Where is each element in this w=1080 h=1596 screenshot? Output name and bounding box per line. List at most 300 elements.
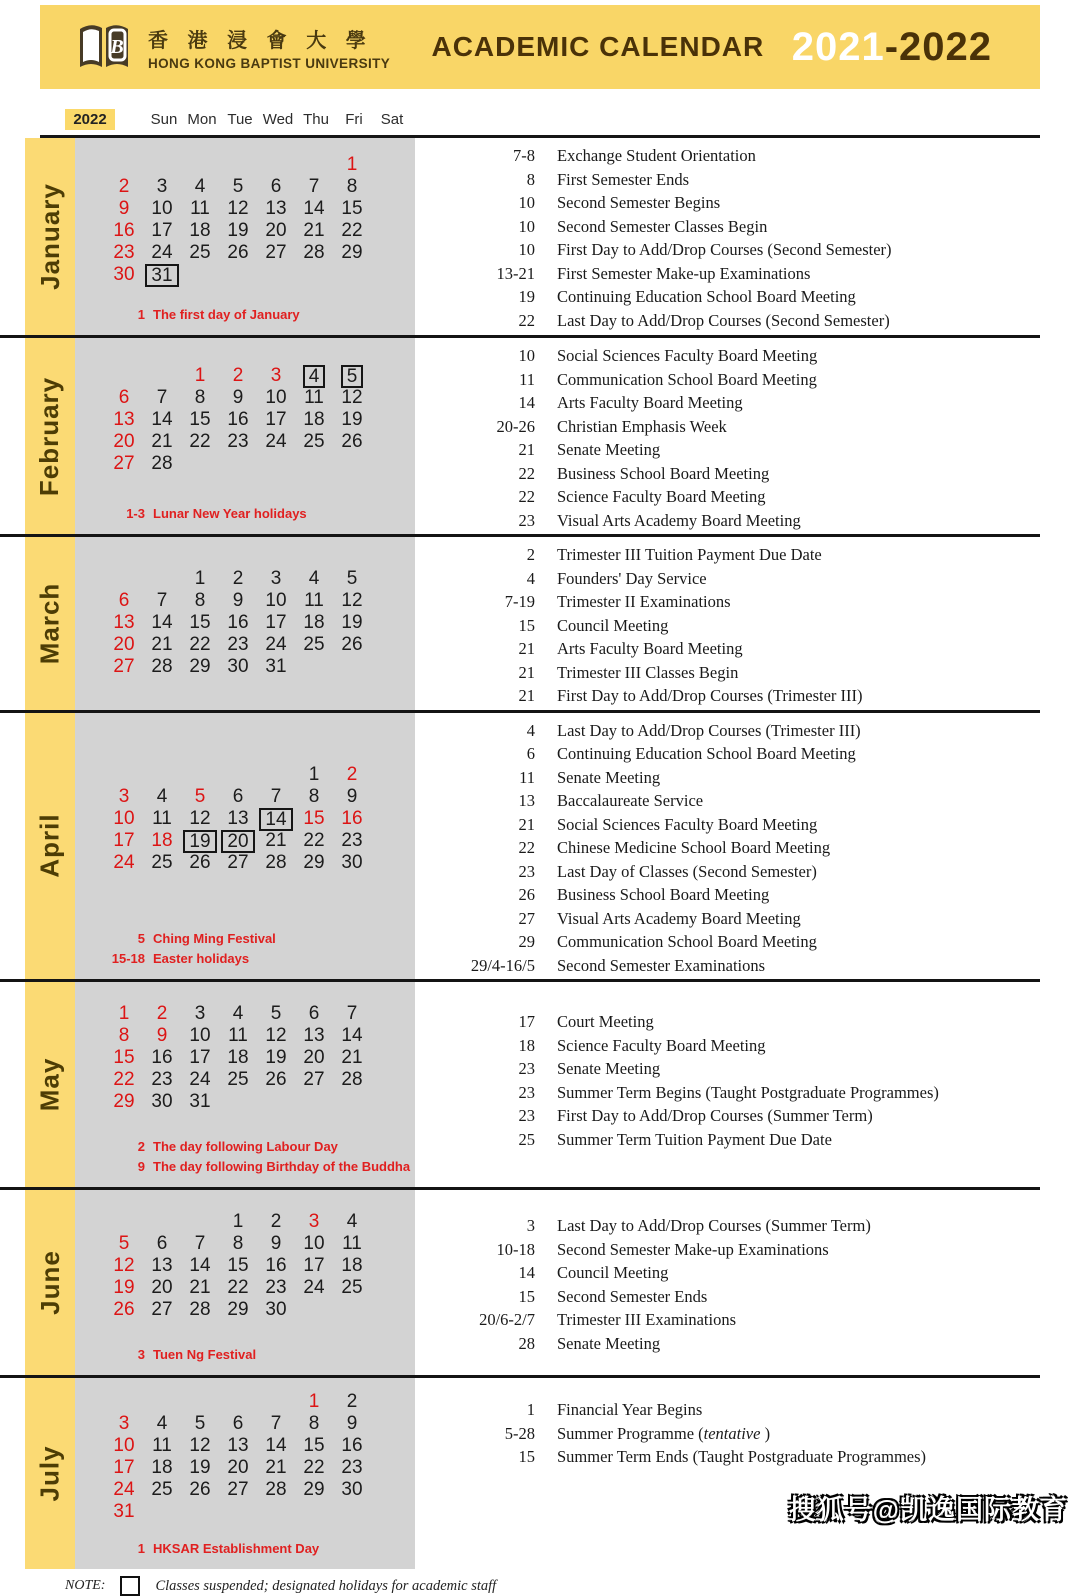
- day-cell: [257, 1435, 295, 1457]
- event-row: [415, 240, 1040, 260]
- day-number: 30: [113, 264, 135, 285]
- day-number: 11: [304, 386, 324, 408]
- event-row: [415, 1424, 1040, 1444]
- day-cell: [181, 1299, 219, 1321]
- day-cell: [333, 852, 371, 874]
- month-events: [415, 1378, 1040, 1569]
- day-cell: [333, 365, 371, 387]
- calendar-week-row: [105, 1047, 415, 1069]
- day-number: 5: [341, 365, 364, 388]
- day-number: 26: [189, 1479, 211, 1500]
- day-cell: [333, 453, 371, 475]
- day-number: 3: [270, 364, 282, 386]
- day-number: 26: [341, 430, 363, 452]
- footnote-label: The first day of January: [153, 307, 300, 322]
- day-cell: [105, 198, 143, 220]
- day-cell: [333, 1047, 371, 1069]
- weekday-label: Fri: [345, 110, 363, 128]
- calendar-week-row: [105, 830, 415, 852]
- day-cell: [257, 365, 295, 387]
- day-cell: [143, 220, 181, 242]
- event-label: Business School Board Meeting: [557, 885, 770, 904]
- day-cell: [143, 176, 181, 198]
- event-label: Christian Emphasis Week: [557, 416, 727, 436]
- day-cell: [181, 1435, 219, 1457]
- day-cell: [105, 1501, 143, 1523]
- event-date: 15: [518, 1447, 535, 1466]
- day-number: 13: [265, 198, 287, 219]
- day-number: 6: [118, 590, 130, 612]
- day-number: 27: [303, 1069, 325, 1090]
- day-number: 3: [194, 1003, 206, 1024]
- day-cell: [219, 568, 257, 590]
- day-cell: [143, 387, 181, 409]
- event-row: [415, 287, 1040, 307]
- day-cell: [295, 590, 333, 612]
- event-row: [415, 545, 1040, 565]
- day-number: 26: [227, 242, 249, 263]
- day-cell: [333, 808, 371, 830]
- day-cell: [257, 1457, 295, 1479]
- event-row: [415, 217, 1040, 237]
- day-cell: [105, 1391, 143, 1413]
- event-row: [415, 1447, 1040, 1467]
- university-name-zh: 香 港 浸 會 大 學: [148, 29, 373, 52]
- day-number: 27: [227, 1479, 249, 1500]
- event-row: [415, 370, 1040, 390]
- event-label-em: tentative: [703, 1423, 761, 1443]
- event-label: Summer Term Begins (Taught Postgraduate Programmes): [557, 1082, 939, 1102]
- month-section-january: [0, 138, 1040, 335]
- day-cell: [257, 1413, 295, 1435]
- day-cell: [257, 198, 295, 220]
- event-label: Senate Meeting: [557, 1059, 661, 1078]
- weekday-label: Thu: [303, 110, 329, 128]
- day-number: 26: [189, 852, 211, 874]
- day-cell: [333, 1003, 371, 1025]
- event-row: [415, 616, 1040, 636]
- event-label: Last Day to Add/Drop Courses (Second Semester): [557, 310, 890, 330]
- day-cell: [105, 242, 143, 264]
- day-cell: [143, 1047, 181, 1069]
- calendar-week-row: [105, 1211, 415, 1233]
- day-cell: [333, 1255, 371, 1277]
- event-label: Business School Board Meeting: [557, 463, 770, 483]
- day-cell: [219, 1025, 257, 1047]
- day-number: 31: [145, 264, 178, 287]
- event-label: Second Semester Classes Begin: [557, 216, 768, 236]
- footnote-date: 1-3: [126, 506, 145, 521]
- day-number: 14: [151, 408, 173, 430]
- footnote-label: Ching Ming Festival: [153, 931, 276, 946]
- calendar-week-row: [105, 154, 415, 176]
- day-cell: [295, 1435, 333, 1457]
- day-number: 1: [118, 1003, 130, 1024]
- day-number: 21: [303, 220, 325, 241]
- day-cell: [219, 1501, 257, 1523]
- holiday-footnotes: [75, 926, 415, 979]
- day-cell: [295, 409, 333, 431]
- year-start: 2021: [791, 24, 885, 69]
- event-row: [415, 721, 1040, 741]
- event-label: Last Day to Add/Drop Courses (Summer Term): [557, 1216, 871, 1235]
- calendar-week-row: [105, 176, 415, 198]
- day-cell: [219, 1391, 257, 1413]
- day-cell: [143, 1457, 181, 1479]
- day-number: 30: [265, 1299, 287, 1320]
- day-cell: [295, 634, 333, 656]
- day-number: 1: [308, 764, 320, 786]
- day-cell: [295, 1255, 333, 1277]
- day-cell: [219, 453, 257, 475]
- day-cell: [295, 431, 333, 453]
- event-row: [415, 862, 1040, 882]
- suspended-day-box-icon: [120, 1576, 140, 1596]
- day-number: 5: [346, 568, 358, 590]
- event-label: Last Day to Add/Drop Courses (Trimester III): [557, 720, 861, 740]
- calendar-week-row: [105, 1413, 415, 1435]
- month-events: [415, 982, 1040, 1187]
- day-cell: [257, 242, 295, 264]
- event-row: [415, 885, 1040, 905]
- day-number: 2: [270, 1211, 282, 1232]
- day-number: 31: [113, 1501, 135, 1522]
- day-cell: [219, 409, 257, 431]
- event-row: [415, 440, 1040, 460]
- day-number: 28: [151, 656, 173, 678]
- day-number: 20: [227, 1457, 249, 1478]
- day-number: 16: [265, 1255, 287, 1276]
- calendar-week-row: [105, 1255, 415, 1277]
- event-date: 20/6-2/7: [479, 1310, 535, 1329]
- day-number: 12: [113, 1255, 135, 1276]
- day-number: 25: [227, 1069, 249, 1090]
- day-cell: [181, 1277, 219, 1299]
- event-row: [415, 393, 1040, 413]
- day-cell: [257, 1255, 295, 1277]
- event-label: First Semester Make-up Examinations: [557, 263, 811, 283]
- calendar-week-row: [105, 1003, 415, 1025]
- holiday-footnotes: [75, 1342, 415, 1375]
- holiday-footnotes: [75, 1134, 415, 1187]
- calendar-week-row: [105, 590, 415, 612]
- day-number: 12: [341, 590, 363, 612]
- day-number: 6: [156, 1233, 168, 1254]
- months-container: [0, 138, 1080, 1569]
- day-cell: [295, 1025, 333, 1047]
- day-cell: [105, 764, 143, 786]
- day-cell: [333, 1501, 371, 1523]
- day-number: 2: [346, 764, 358, 786]
- weekday-label: Wed: [262, 110, 294, 128]
- day-cell: [105, 1091, 143, 1113]
- day-number: 29: [303, 1479, 325, 1500]
- day-cell: [333, 590, 371, 612]
- day-cell: [105, 808, 143, 830]
- month-section-march: [0, 534, 1040, 710]
- month-label: [25, 713, 75, 980]
- day-number: 24: [265, 634, 287, 656]
- day-cell: [181, 590, 219, 612]
- day-cell: [181, 852, 219, 874]
- day-cell: [105, 453, 143, 475]
- day-number: 21: [265, 1457, 287, 1478]
- day-cell: [105, 1435, 143, 1457]
- day-number: 11: [304, 590, 324, 612]
- month-label-text: February: [34, 376, 65, 496]
- footnote-date: 2: [137, 1139, 145, 1154]
- calendar-weeks: [75, 982, 415, 1134]
- event-date: 11: [519, 767, 535, 787]
- event-label: Science Faculty Board Meeting: [557, 1035, 766, 1055]
- day-cell: [219, 220, 257, 242]
- holiday-footnotes: [75, 1536, 415, 1569]
- event-date: 20-26: [496, 416, 535, 436]
- day-number: 3: [118, 1413, 130, 1434]
- day-number: 27: [265, 242, 287, 263]
- event-date: 10-18: [496, 1239, 535, 1259]
- day-cell: [219, 634, 257, 656]
- day-number: 27: [113, 452, 135, 474]
- event-label: First Day to Add/Drop Courses (Second Semester): [557, 240, 892, 259]
- event-date: 29/4-16/5: [470, 955, 535, 975]
- event-date: 13-21: [496, 263, 535, 283]
- day-cell: [333, 1479, 371, 1501]
- calendar-week-row: [105, 365, 415, 387]
- month-label-text: April: [34, 813, 65, 878]
- day-cell: [219, 198, 257, 220]
- event-date: 7-19: [504, 592, 535, 611]
- day-number: 30: [227, 656, 249, 678]
- weekday-label: Mon: [187, 110, 217, 128]
- day-number: 5: [270, 1003, 282, 1024]
- day-number: 29: [341, 242, 363, 263]
- calendar-week-row: [105, 453, 415, 475]
- calendar-weeks: [75, 338, 415, 501]
- day-cell: [333, 1391, 371, 1413]
- day-number: 26: [113, 1299, 135, 1320]
- day-cell: [181, 1025, 219, 1047]
- day-number: 10: [303, 1233, 325, 1254]
- day-cell: [143, 634, 181, 656]
- day-cell: [295, 154, 333, 176]
- event-date: 2: [526, 545, 535, 564]
- day-cell: [105, 220, 143, 242]
- calendar-grid: [75, 713, 415, 980]
- month-label: [25, 338, 75, 534]
- day-number: 7: [270, 786, 282, 808]
- day-cell: [257, 1211, 295, 1233]
- day-number: 29: [113, 1091, 135, 1112]
- event-label: Council Meeting: [557, 1263, 669, 1282]
- day-cell: [257, 590, 295, 612]
- day-cell: [333, 1211, 371, 1233]
- calendar-grid: [75, 1378, 415, 1569]
- day-number: 13: [113, 612, 135, 634]
- event-row: [415, 791, 1040, 811]
- day-cell: [105, 1277, 143, 1299]
- day-number: 22: [303, 830, 325, 852]
- day-cell: [295, 387, 333, 409]
- event-row: [415, 1059, 1040, 1079]
- day-number: 8: [118, 1025, 130, 1046]
- event-label: Science Faculty Board Meeting: [557, 487, 766, 506]
- day-cell: [295, 365, 333, 387]
- day-cell: [219, 264, 257, 286]
- footnote-date: 9: [137, 1159, 145, 1174]
- event-row: [415, 956, 1040, 976]
- day-number: 30: [341, 1479, 363, 1500]
- month-label-text: July: [34, 1445, 65, 1502]
- day-cell: [333, 830, 371, 852]
- day-number: 28: [265, 1479, 287, 1500]
- day-cell: [143, 1501, 181, 1523]
- day-cell: [333, 764, 371, 786]
- day-number: 17: [189, 1047, 211, 1068]
- day-cell: [295, 453, 333, 475]
- day-cell: [143, 808, 181, 830]
- day-number: 17: [303, 1255, 325, 1276]
- day-cell: [143, 453, 181, 475]
- event-label: First Day to Add/Drop Courses (Trimester III): [557, 686, 863, 705]
- day-cell: [181, 431, 219, 453]
- event-row: [415, 663, 1040, 683]
- event-row: [415, 146, 1040, 166]
- footnote-date: 1: [137, 307, 145, 322]
- calendar-week-row: [105, 409, 415, 431]
- footnote-label: Lunar New Year holidays: [153, 506, 307, 521]
- event-label: Trimester III Tuition Payment Due Date: [557, 545, 822, 564]
- day-number: 23: [341, 1457, 363, 1478]
- day-cell: [105, 612, 143, 634]
- event-row: [415, 464, 1040, 484]
- day-number: 5: [232, 176, 244, 197]
- day-cell: [219, 590, 257, 612]
- day-number: 21: [151, 634, 173, 656]
- day-number: 15: [303, 1435, 325, 1456]
- day-cell: [295, 264, 333, 286]
- month-section-may: [0, 979, 1040, 1187]
- day-cell: [143, 590, 181, 612]
- event-row: [415, 311, 1040, 331]
- day-number: 11: [190, 198, 210, 219]
- day-number: 19: [341, 408, 363, 430]
- event-date: 7-8: [513, 146, 535, 165]
- day-number: 28: [189, 1299, 211, 1320]
- event-label: Communication School Board Meeting: [557, 932, 817, 951]
- event-label: Exchange Student Orientation: [557, 146, 756, 165]
- day-number: 4: [194, 176, 206, 197]
- day-cell: [257, 387, 295, 409]
- event-row: [415, 909, 1040, 929]
- day-number: 13: [151, 1255, 173, 1276]
- day-cell: [181, 634, 219, 656]
- event-row: [415, 1216, 1040, 1236]
- calendar-week-row: [105, 634, 415, 656]
- day-cell: [105, 1069, 143, 1091]
- day-number: 22: [189, 430, 211, 452]
- day-cell: [105, 1003, 143, 1025]
- day-cell: [219, 242, 257, 264]
- day-cell: [105, 1457, 143, 1479]
- event-row: [415, 592, 1040, 612]
- day-cell: [257, 612, 295, 634]
- day-number: 6: [118, 386, 130, 408]
- day-number: 12: [341, 386, 363, 408]
- day-cell: [257, 409, 295, 431]
- calendar-week-row: [105, 264, 415, 286]
- day-number: 8: [232, 1233, 244, 1254]
- day-number: 14: [265, 1435, 287, 1456]
- day-cell: [181, 808, 219, 830]
- day-cell: [257, 1003, 295, 1025]
- day-number: 2: [232, 568, 244, 590]
- event-label: Communication School Board Meeting: [557, 369, 817, 389]
- day-cell: [295, 786, 333, 808]
- day-number: 10: [189, 1025, 211, 1046]
- day-cell: [143, 1277, 181, 1299]
- day-number: 7: [308, 176, 320, 197]
- event-date: 13: [518, 791, 535, 810]
- day-number: 20: [113, 430, 135, 452]
- calendar-week-row: [105, 431, 415, 453]
- day-number: 8: [194, 590, 206, 612]
- day-number: 30: [341, 852, 363, 874]
- day-number: 28: [151, 452, 173, 474]
- calendar-week-row: [105, 568, 415, 590]
- day-number: 26: [341, 634, 363, 656]
- day-number: 20: [221, 830, 254, 853]
- day-number: 29: [189, 656, 211, 678]
- calendar-weeks: [75, 713, 415, 927]
- month-events: [415, 138, 1040, 335]
- day-cell: [181, 1413, 219, 1435]
- day-number: 23: [341, 830, 363, 852]
- day-cell: [295, 808, 333, 830]
- event-label: Second Semester Make-up Examinations: [557, 1239, 829, 1259]
- event-date: 10: [518, 346, 535, 365]
- day-cell: [105, 786, 143, 808]
- event-label: Continuing Education School Board Meeting: [557, 744, 856, 763]
- day-cell: [181, 453, 219, 475]
- calendar-week-row: [105, 1479, 415, 1501]
- day-number: 16: [341, 808, 363, 830]
- event-date: 15: [518, 615, 535, 635]
- event-row: [415, 1334, 1040, 1354]
- day-number: 17: [265, 612, 287, 634]
- day-number: 5: [194, 786, 206, 808]
- day-number: 12: [189, 1435, 211, 1456]
- day-number: 31: [265, 656, 287, 678]
- day-number: 14: [341, 1025, 363, 1046]
- day-cell: [333, 242, 371, 264]
- calendar-week-row: [105, 764, 415, 786]
- day-number: 18: [227, 1047, 249, 1068]
- day-cell: [295, 1501, 333, 1523]
- day-cell: [105, 1479, 143, 1501]
- event-row: [415, 193, 1040, 213]
- calendar-grid: [75, 1190, 415, 1375]
- day-cell: [219, 786, 257, 808]
- event-label: Summer Term Ends (Taught Postgraduate Programmes): [557, 1447, 927, 1466]
- day-cell: [295, 1277, 333, 1299]
- event-label: Arts Faculty Board Meeting: [557, 639, 743, 658]
- day-cell: [257, 154, 295, 176]
- event-row: [415, 1263, 1040, 1283]
- event-date: 21: [518, 814, 535, 834]
- day-cell: [333, 1413, 371, 1435]
- day-cell: [257, 1391, 295, 1413]
